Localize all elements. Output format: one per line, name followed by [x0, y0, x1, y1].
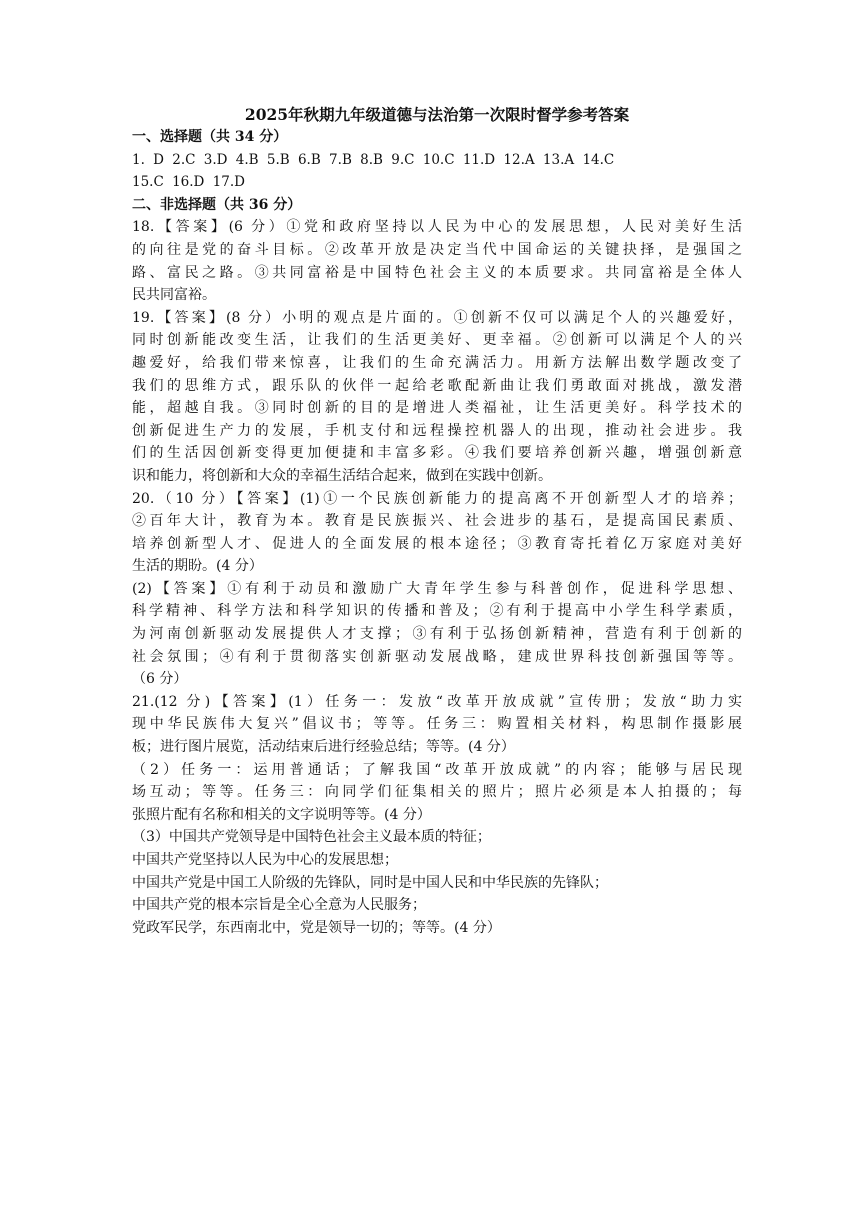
answer-line: 我们的思维方式，跟乐队的伙伴一起给老歌配新曲让我们勇敢面对挑战，激发潜 — [132, 377, 742, 394]
answer-line: 识和能力，将创新和大众的幸福生活结合起来，做到在实践中创新。 — [132, 467, 552, 484]
answer-document — [132, 104, 742, 939]
choice-answers-line-2: 15.C 16.D 17.D — [132, 174, 245, 191]
answer-21 — [132, 691, 742, 940]
answer-line: （2）任务一：运用普通话；了解我国“改革开放成就”的内容；能够与居民现 — [132, 761, 742, 778]
answer-line: (2)【答案】①有利于动员和激励广大青年学生参与科普创作，促进科学思想、 — [132, 580, 742, 597]
answer-line: 的向往是党的奋斗目标。②改革开放是决定当代中国命运的关键抉择，是强国之 — [132, 241, 742, 258]
answer-line: 趣爱好，给我们带来惊喜，让我们的生命充满活力。用新方法解出数学题改变了 — [132, 354, 742, 371]
answer-line: 同时创新能改变生活，让我们的生活更美好、更幸福。②创新可以满足个人的兴 — [132, 332, 742, 349]
answer-line: 现中华民族伟大复兴”倡议书；等等。任务三：购置相关材料，构思制作摄影展 — [132, 716, 742, 733]
answer-line: 科学精神、科学方法和科学知识的传播和普及；②有利于提高中小学生科学素质， — [132, 603, 742, 620]
answer-line: 社会氛围；④有利于贯彻落实创新驱动发展战略，建成世界科技创新强国等等。 — [132, 648, 742, 665]
answer-18 — [132, 216, 742, 306]
answer-line: 民共同富裕。 — [132, 287, 216, 304]
answer-line: 中国共产党是中国工人阶级的先锋队，同时是中国人民和中华民族的先锋队； — [132, 874, 608, 891]
answer-line: （6 分） — [132, 671, 188, 688]
answer-line: 们的生活因创新变得更加便捷和丰富多彩。④我们要培养创新兴趣，增强创新意 — [132, 445, 742, 462]
section-choice-heading: 一、选择题（共 34 分） — [132, 129, 288, 145]
answer-line: 18.【答案】(6 分）①党和政府坚持以人民为中心的发展思想，人民对美好生活 — [132, 219, 742, 236]
choice-answers-line-1: 1. D 2.C 3.D 4.B 5.B 6.B 7.B 8.B 9.C 10.C 11.D 12.A 13.A 14.C — [132, 151, 615, 168]
answer-line: 为河南创新驱动发展提供人才支撑；③有利于弘扬创新精神，营造有利于创新的 — [132, 626, 742, 643]
answer-line: 20.（10 分）【答案】(1)①一个民族创新能力的提高离不开创新型人才的培养； — [132, 490, 742, 507]
answer-19 — [132, 307, 742, 488]
answer-line: （3）中国共产党领导是中国特色社会主义最本质的特征； — [132, 829, 491, 846]
answer-line: ②百年大计，教育为本。教育是民族振兴、社会进步的基石，是提高国民素质、 — [132, 513, 742, 530]
answer-line: 创新促进生产力的发展，手机支付和远程操控机器人的出现，推动社会进步。我 — [132, 422, 742, 439]
answer-line: 场互动；等等。任务三：向同学们征集相关的照片；照片必须是本人拍摄的；每 — [132, 784, 742, 801]
answer-line: 路、富民之路。③共同富裕是中国特色社会主义的本质要求。共同富裕是全体人 — [132, 264, 742, 281]
answer-line: 党政军民学，东西南北中，党是领导一切的；等等。(4 分） — [132, 919, 501, 936]
answer-line: 中国共产党坚持以人民为中心的发展思想； — [132, 852, 398, 868]
answer-line: 21.(12 分)【答案】(1）任务一：发放“改革开放成就”宣传册；发放“助力实 — [132, 693, 742, 710]
answer-line: 19.【答案】(8 分）小明的观点是片面的。①创新不仅可以满足个人的兴趣爱好， — [132, 309, 742, 326]
answer-line: 培养创新型人才、促进人的全面发展的根本途径；③教育寄托着亿万家庭对美好 — [132, 535, 742, 552]
answer-line: 生活的期盼。(4 分） — [132, 558, 263, 575]
answer-line: 张照片配有名称和相关的文字说明等等。(4 分） — [132, 806, 431, 823]
answer-line: 能，超越自我。③同时创新的目的是增进人类福祉，让生活更美好。科学技术的 — [132, 400, 742, 417]
document-title: 2025年秋期九年级道德与法治第一次限时督学参考答案 — [244, 105, 630, 124]
answer-line: 板；进行图片展览，活动结束后进行经验总结；等等。(4 分） — [132, 739, 515, 756]
answer-20 — [132, 488, 742, 691]
section-nonchoice-heading: 二、非选择题（共 36 分） — [132, 196, 302, 213]
answer-line: 中国共产党的根本宗旨是全心全意为人民服务； — [132, 897, 426, 914]
